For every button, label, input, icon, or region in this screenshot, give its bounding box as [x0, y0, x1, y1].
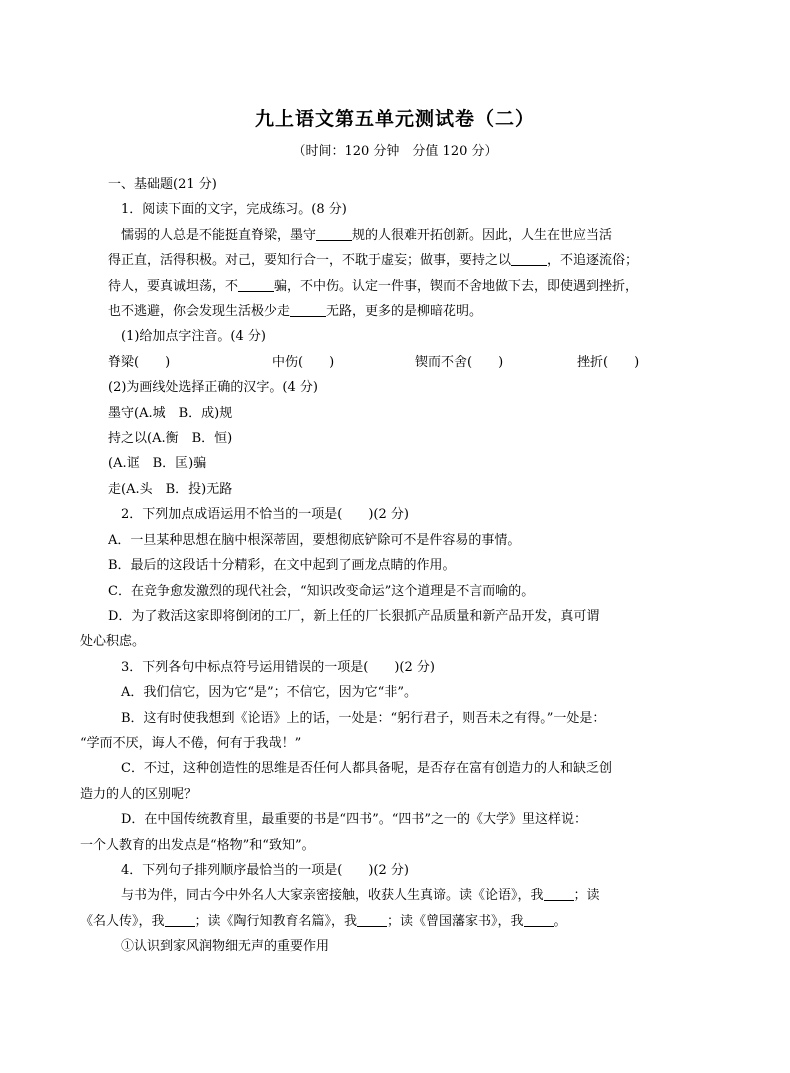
passage-text: ；读《曾国藩家书》，我	[387, 913, 524, 929]
answer-blank	[165, 912, 195, 927]
passage-text: ；读《陶行知教育名篇》，我	[194, 913, 358, 929]
q1-sub2: (2)为画线处选择正确的汉字。(4 分)	[108, 380, 318, 396]
q2-option-d-cont: 处心积虑。	[80, 634, 146, 650]
q1-option: (A.诓 B．匡)骗	[108, 456, 207, 472]
passage-text: 也不逃避，你会发现生活极少走	[108, 304, 291, 320]
q3-option-d: D．在中国传统教育里，最重要的书是“四书”。“四书”之一的《大学》里这样说：	[121, 812, 588, 828]
q2-option-d: D．为了救活这家即将倒闭的工厂，新上任的厂长狠抓产品质量和新产品开发，真可谓	[108, 608, 600, 624]
document-body	[80, 172, 688, 960]
answer-blank	[290, 302, 326, 317]
passage-text: 得正直，活得积极。对己，要知行合一，不耽于虚妄；做事，要持之以	[108, 253, 512, 269]
q2-option-b: B．最后的这段话十分精彩，在文中起到了画龙点睛的作用。	[108, 558, 456, 574]
q1-passage-line	[108, 299, 688, 324]
passage-text: ；读	[573, 888, 600, 904]
q3-option-a: A．我们信它，因为它“是”；不信它，因为它“非”。	[121, 685, 417, 701]
section-heading: 一、基础题(21 分)	[108, 177, 217, 192]
answer-blank	[544, 886, 574, 901]
q1-option: 走(A.头 B．投)无路	[108, 481, 233, 497]
q4-item: ①认识到家风润物细无声的重要作用	[121, 939, 330, 955]
passage-text: 规的人很难开拓创新。因此，人生在世应当活	[352, 227, 613, 243]
q2-option-c: C．在竞争愈发激烈的现代社会，“知识改变命运”这个道理是不言而喻的。	[108, 583, 535, 599]
answer-blank	[357, 912, 387, 927]
passage-text: 懦弱的人总是不能挺直脊梁，墨守	[121, 227, 317, 243]
answer-blank	[524, 912, 554, 927]
pinyin-row	[108, 350, 688, 375]
passage-text: 骗，不中伤。认定一件事，锲而不舍地做下去，即使遇到挫折，	[274, 278, 639, 294]
q4-stem: 4．下列句子排列顺序最恰当的一项是( )(2 分)	[121, 862, 409, 878]
passage-text: 无路，更多的是柳暗花明。	[326, 304, 483, 320]
q3-option-d-cont: 一个人教育的出发点是“格物”和“致知”。	[80, 837, 315, 853]
q3-option-b-cont: “学而不厌，诲人不倦，何有于我哉！”	[80, 735, 302, 751]
answer-blank	[238, 277, 274, 292]
pinyin-item: 挫折( )	[577, 354, 640, 370]
q3-stem: 3．下列各句中标点符号运用错误的一项是( )(2 分)	[121, 659, 435, 675]
pinyin-item: 脊梁( )	[108, 354, 171, 370]
q4-passage-line	[108, 883, 688, 908]
page-subtitle: （时间：120 分钟 分值 120 分）	[292, 144, 498, 159]
q2-option-a: A．一旦某种思想在脑中根深蒂固，要想彻底铲除可不是件容易的事情。	[108, 532, 521, 548]
passage-text: ，不追逐流俗；	[547, 253, 639, 269]
q1-passage-line	[108, 274, 688, 299]
q3-option-c: C．不过，这种创造性的思维是否任何人都具备呢，是否存在富有创造力的人和缺乏创	[121, 761, 612, 777]
q4-passage-line	[80, 909, 688, 934]
q1-option: 墨守(A.城 B．成)规	[108, 405, 233, 421]
q2-stem: 2．下列加点成语运用不恰当的一项是( )(2 分)	[121, 507, 409, 523]
q1-passage-line	[108, 248, 688, 273]
page-title: 九上语文第五单元测试卷（二）	[254, 108, 535, 130]
passage-text: 与书为伴，同古今中外名人大家亲密接触，收获人生真谛。读《论语》，我	[121, 888, 544, 904]
passage-text: 待人，要真诚坦荡，不	[108, 278, 239, 294]
pinyin-item: 锲而不舍( )	[415, 354, 504, 370]
passage-text: 《名人传》，我	[80, 913, 165, 929]
pinyin-item: 中伤( )	[272, 354, 335, 370]
q1-passage-line	[108, 223, 688, 248]
q3-option-b: B．这有时使我想到《论语》上的话，一处是：“躬行君子，则吾未之有得。”一处是：	[121, 710, 606, 726]
passage-text: 。	[553, 913, 567, 929]
q1-option: 持之以(A.衡 B．恒)	[108, 431, 233, 447]
q3-option-c-cont: 造力的人的区别呢？	[80, 786, 198, 802]
answer-blank	[511, 251, 547, 266]
q1-sub1: (1)给加点字注音。(4 分)	[121, 329, 266, 345]
q1-stem: 1．阅读下面的文字，完成练习。(8 分)	[121, 202, 347, 218]
answer-blank	[316, 226, 352, 241]
